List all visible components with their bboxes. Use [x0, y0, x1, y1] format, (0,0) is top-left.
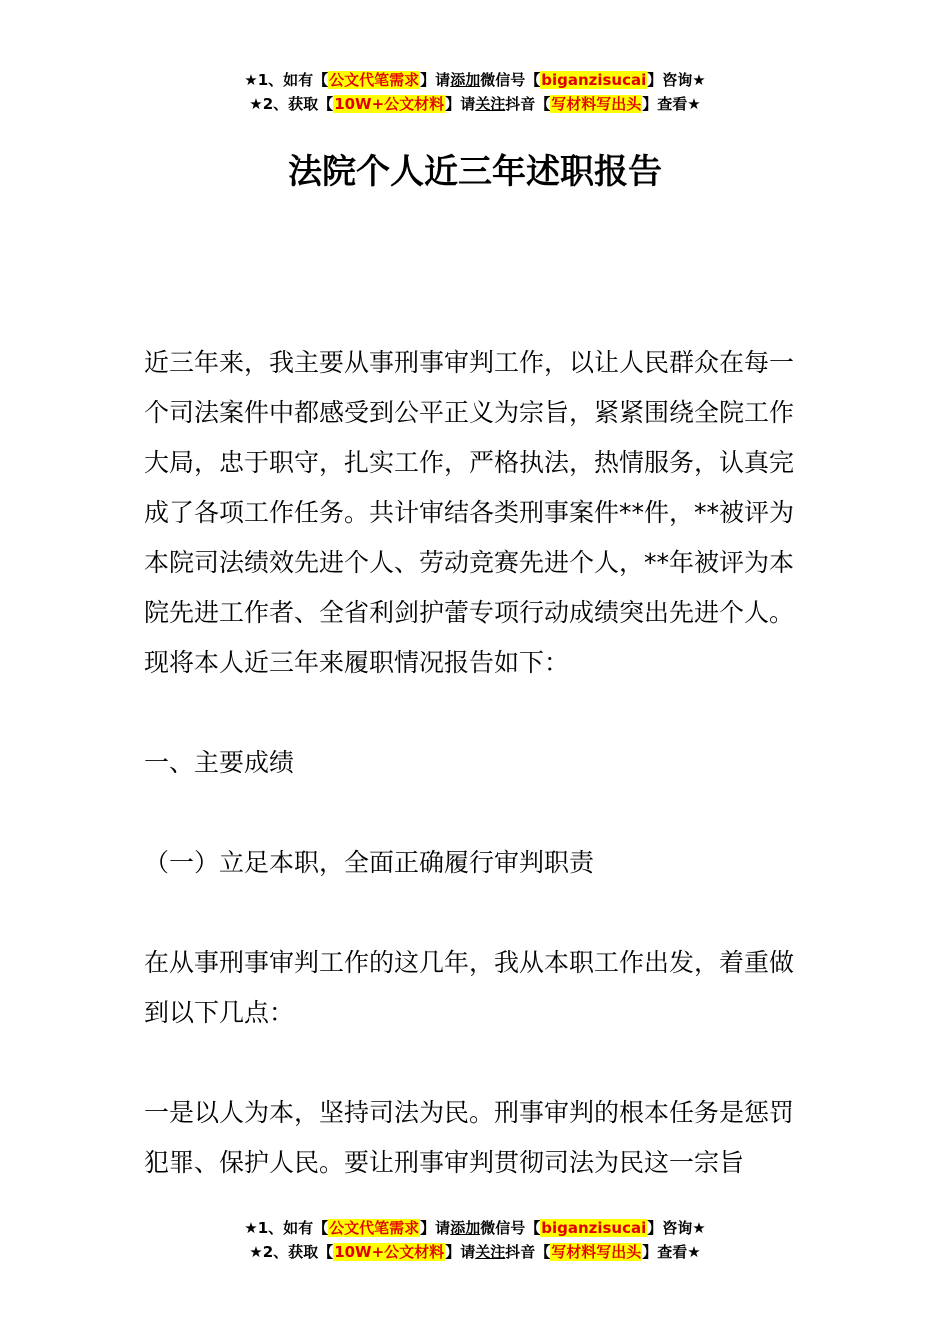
highlight-ghostwriting: 公文代笔需求 — [329, 1219, 420, 1237]
highlight-materials: 10W+公文材料 — [334, 1243, 445, 1261]
highlight-ghostwriting: 公文代笔需求 — [329, 71, 420, 89]
bottom-banner — [0, 1216, 950, 1264]
top-banner — [0, 68, 950, 116]
intro-paragraph: 近三年来，我主要从事刑事审判工作，以让人民群众在每一个司法案件中都感受到公平正义为宗旨，紧紧围绕全院工作大局，忠于职守，扎实工作，严格执法，热情服务，认真完成了各项工作任务。共计审结各类刑事案件**件，**被评为本院司法绩效先进个人、劳动竞赛先进个人，**年被评为本院先进工作者、全省利剑护蕾专项行动成绩突出先进个人。现将本人近三年来履职情况报告如下： — [144, 348, 795, 677]
body-paragraph: 在从事刑事审判工作的这几年，我从本职工作出发，着重做到以下几点： — [144, 948, 795, 1027]
banner-line-1: ★1、如有【公文代笔需求】请添加微信号【biganzisucai】咨询★ — [244, 1219, 706, 1237]
highlight-douyin: 写材料写出头 — [551, 95, 642, 113]
banner-line-2: ★2、获取【10W+公文材料】请关注抖音【写材料写出头】查看★ — [249, 1243, 701, 1261]
subsection-heading-1: （一）立足本职，全面正确履行审判职责 — [144, 848, 595, 877]
highlight-wechat-id: biganzisucai — [541, 1219, 647, 1237]
section-heading-1: 一、主要成绩 — [144, 748, 295, 777]
highlight-materials: 10W+公文材料 — [334, 95, 445, 113]
document-body — [144, 338, 808, 1188]
highlight-wechat-id: biganzisucai — [541, 71, 647, 89]
highlight-douyin: 写材料写出头 — [551, 1243, 642, 1261]
document-title: 法院个人近三年述职报告 — [288, 152, 662, 192]
body-paragraph: 一是以人为本，坚持司法为民。刑事审判的根本任务是惩罚犯罪、保护人民。要让刑事审判贯彻司法为民这一宗旨 — [144, 1098, 795, 1177]
banner-line-2: ★2、获取【10W+公文材料】请关注抖音【写材料写出头】查看★ — [249, 95, 701, 113]
banner-line-1: ★1、如有【公文代笔需求】请添加微信号【biganzisucai】咨询★ — [244, 71, 706, 89]
